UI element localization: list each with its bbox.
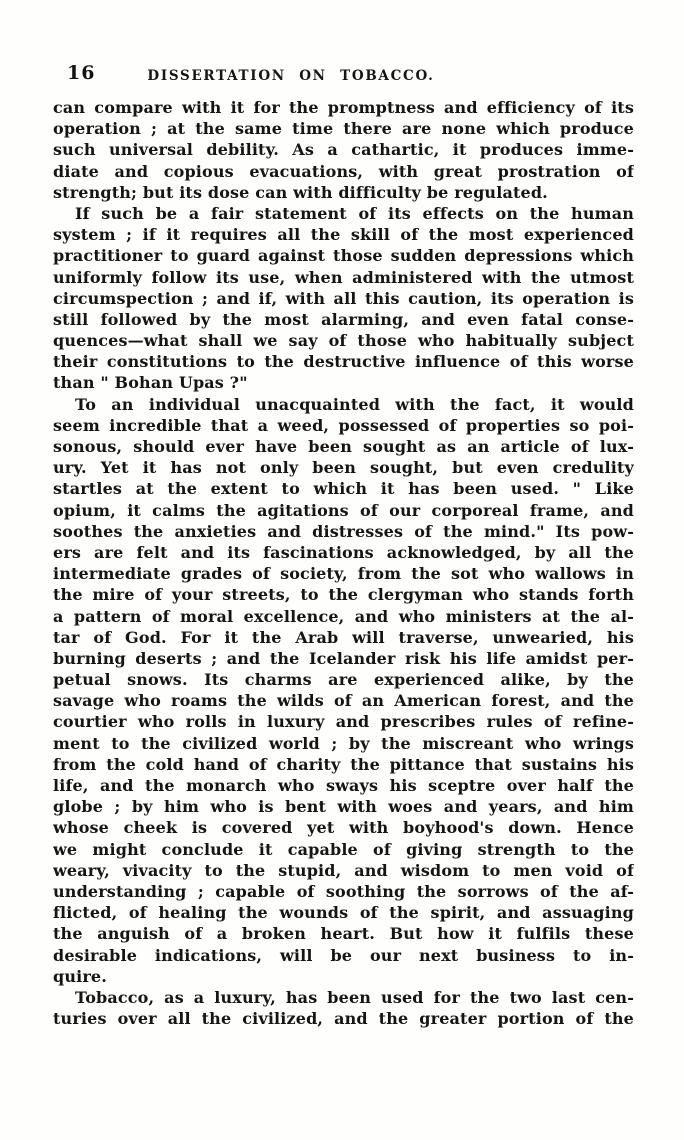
text-line: turies over all the civilized, and the greater portion of the xyxy=(53,1009,634,1029)
paragraph xyxy=(53,394,634,987)
text-line: circumspection ; and if, with all this caution, its operation is xyxy=(53,288,634,308)
text-line: sonous, should ever have been sought as an article of lux- xyxy=(53,437,634,456)
text-line: ment to the civilized world ; by the miscreant who wrings xyxy=(53,733,634,753)
text-line: such universal debility. As a cathartic, it produces imme- xyxy=(53,140,634,160)
text-line: can compare with it for the promptness and efficiency of its xyxy=(53,98,634,117)
text-line: burning deserts ; and the Icelander risk his life amidst per- xyxy=(53,648,634,668)
text-line: If such be a fair statement of its effects on the human xyxy=(75,203,634,223)
page-header xyxy=(0,62,684,86)
text-line: flicted, of healing the wounds of the spirit, and assuaging xyxy=(53,903,634,923)
text-line: ury. Yet it has not only been sought, but even credulity xyxy=(53,458,634,478)
text-line: than " Bohan Upas ?" xyxy=(53,373,248,393)
text-line: a pattern of moral excellence, and who ministers at the al- xyxy=(53,606,634,626)
text-line: desirable indications, will be our next business to in- xyxy=(53,945,634,965)
text-line: understanding ; capable of soothing the sorrows of the af- xyxy=(53,881,634,901)
text-line: Tobacco, as a luxury, has been used for the two last cen- xyxy=(75,987,634,1007)
page-number: 16 xyxy=(67,62,96,84)
text-line: savage who roams the wilds of an American forest, and the xyxy=(53,691,634,711)
text-line: strength; but its dose can with difficulty be regulated. xyxy=(53,182,548,202)
text-line: practitioner to guard against those sudden depressions which xyxy=(53,246,634,266)
text-line: operation ; at the same time there are none which produce xyxy=(53,119,634,139)
text-line: globe ; by him who is bent with woes and years, and him xyxy=(53,797,634,817)
text-line: the mire of your streets, to the clergyman who stands forth xyxy=(53,585,634,605)
text-line: petual snows. Its charms are experienced alike, by the xyxy=(53,670,634,690)
text-line: tar of God. For it the Arab will traverse, unwearied, his xyxy=(53,627,634,647)
text-line: quire. xyxy=(53,966,107,986)
text-line: the anguish of a broken heart. But how it fulfils these xyxy=(53,924,634,944)
text-line: we might conclude it capable of giving strength to the xyxy=(53,839,634,859)
text-line: system ; if it requires all the skill of the most experienced xyxy=(53,225,634,245)
running-title: DISSERTATION ON TOBACCO. xyxy=(147,68,435,84)
text-line: still followed by the most alarming, and even fatal conse- xyxy=(53,309,634,329)
paragraph xyxy=(53,203,634,394)
text-line: whose cheek is covered yet with boyhood's down. Hence xyxy=(53,818,634,838)
text-line: soothes the anxieties and distresses of the mind." Its pow- xyxy=(53,521,634,541)
text-line: uniformly follow its use, when administered with the utmost xyxy=(53,267,634,287)
text-line: To an individual unacquainted with the fact, it would xyxy=(75,394,634,414)
text-line: weary, vivacity to the stupid, and wisdom to men void of xyxy=(53,860,634,880)
text-line: seem incredible that a weed, possessed of properties so poi- xyxy=(53,415,634,435)
text-line: quences—what shall we say of those who habitually subject xyxy=(53,331,634,351)
paragraph xyxy=(53,97,634,203)
text-line: from the cold hand of charity the pittance that sustains his xyxy=(53,754,634,774)
text-line: opium, it calms the agitations of our corporeal frame, and xyxy=(53,500,634,520)
text-line: their constitutions to the destructive influence of this worse xyxy=(53,352,634,372)
page-body xyxy=(53,97,634,1029)
text-line: diate and copious evacuations, with great prostration of xyxy=(53,161,634,181)
text-line: intermediate grades of society, from the sot who wallows in xyxy=(53,564,634,584)
text-line: ers are felt and its fascinations acknowledged, by all the xyxy=(53,542,634,562)
paragraph xyxy=(53,987,634,1029)
text-line: life, and the monarch who sways his sceptre over half the xyxy=(53,776,634,795)
text-line: courtier who rolls in luxury and prescribes rules of refine- xyxy=(53,712,634,732)
text-line: startles at the extent to which it has been used. " Like xyxy=(53,479,634,499)
